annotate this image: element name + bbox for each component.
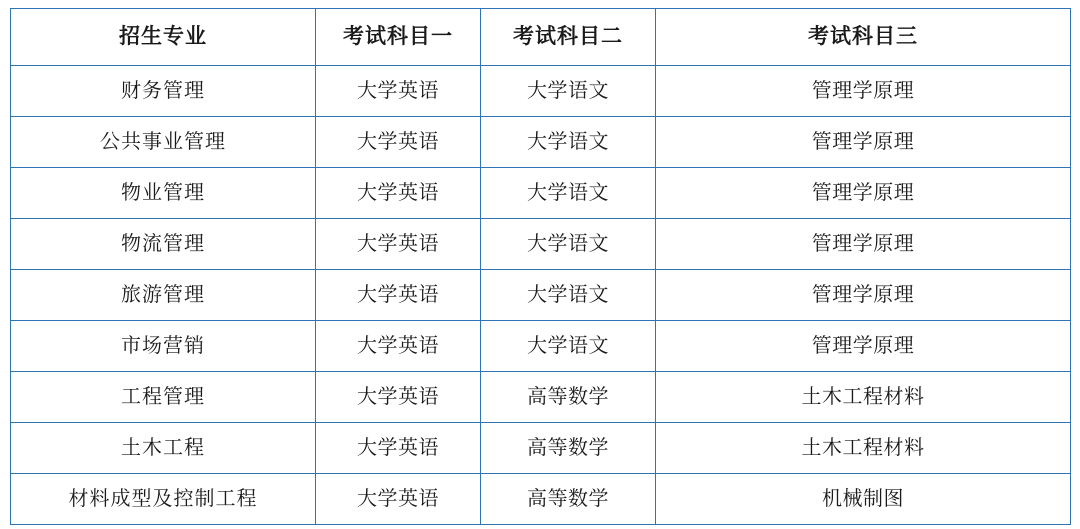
- cell-subject-2: 高等数学: [481, 372, 656, 423]
- cell-subject-1: 大学英语: [316, 66, 481, 117]
- column-header-subject-3: 考试科目三: [656, 9, 1071, 66]
- cell-subject-1: 大学英语: [316, 219, 481, 270]
- cell-subject-2: 大学语文: [481, 270, 656, 321]
- cell-subject-1: 大学英语: [316, 474, 481, 525]
- table-row: [11, 117, 1071, 168]
- table-row: [11, 270, 1071, 321]
- cell-major: 物业管理: [11, 168, 316, 219]
- table-row: [11, 219, 1071, 270]
- cell-subject-2: 大学语文: [481, 219, 656, 270]
- cell-subject-2: 大学语文: [481, 321, 656, 372]
- cell-subject-3: 管理学原理: [656, 117, 1071, 168]
- cell-subject-1: 大学英语: [316, 168, 481, 219]
- cell-subject-3: 机械制图: [656, 474, 1071, 525]
- cell-major: 物流管理: [11, 219, 316, 270]
- column-header-subject-1: 考试科目一: [316, 9, 481, 66]
- cell-subject-1: 大学英语: [316, 117, 481, 168]
- cell-subject-3: 管理学原理: [656, 321, 1071, 372]
- cell-major: 土木工程: [11, 423, 316, 474]
- cell-subject-1: 大学英语: [316, 372, 481, 423]
- table-header: [11, 9, 1071, 66]
- cell-subject-1: 大学英语: [316, 270, 481, 321]
- cell-subject-2: 高等数学: [481, 423, 656, 474]
- table-row: [11, 321, 1071, 372]
- cell-major: 材料成型及控制工程: [11, 474, 316, 525]
- table-row: [11, 66, 1071, 117]
- cell-major: 公共事业管理: [11, 117, 316, 168]
- cell-subject-2: 大学语文: [481, 168, 656, 219]
- exam-subjects-table: [10, 8, 1071, 525]
- cell-major: 市场营销: [11, 321, 316, 372]
- table-row: [11, 474, 1071, 525]
- cell-subject-3: 土木工程材料: [656, 372, 1071, 423]
- cell-subject-1: 大学英语: [316, 321, 481, 372]
- table-row: [11, 168, 1071, 219]
- cell-subject-3: 土木工程材料: [656, 423, 1071, 474]
- table-row: [11, 372, 1071, 423]
- cell-major: 财务管理: [11, 66, 316, 117]
- cell-subject-2: 大学语文: [481, 66, 656, 117]
- cell-major: 工程管理: [11, 372, 316, 423]
- cell-subject-2: 高等数学: [481, 474, 656, 525]
- table-body: [11, 66, 1071, 525]
- cell-subject-3: 管理学原理: [656, 66, 1071, 117]
- column-header-major: 招生专业: [11, 9, 316, 66]
- cell-major: 旅游管理: [11, 270, 316, 321]
- cell-subject-3: 管理学原理: [656, 219, 1071, 270]
- cell-subject-1: 大学英语: [316, 423, 481, 474]
- table-row: [11, 423, 1071, 474]
- cell-subject-2: 大学语文: [481, 117, 656, 168]
- cell-subject-3: 管理学原理: [656, 168, 1071, 219]
- cell-subject-3: 管理学原理: [656, 270, 1071, 321]
- column-header-subject-2: 考试科目二: [481, 9, 656, 66]
- table-header-row: [11, 9, 1071, 66]
